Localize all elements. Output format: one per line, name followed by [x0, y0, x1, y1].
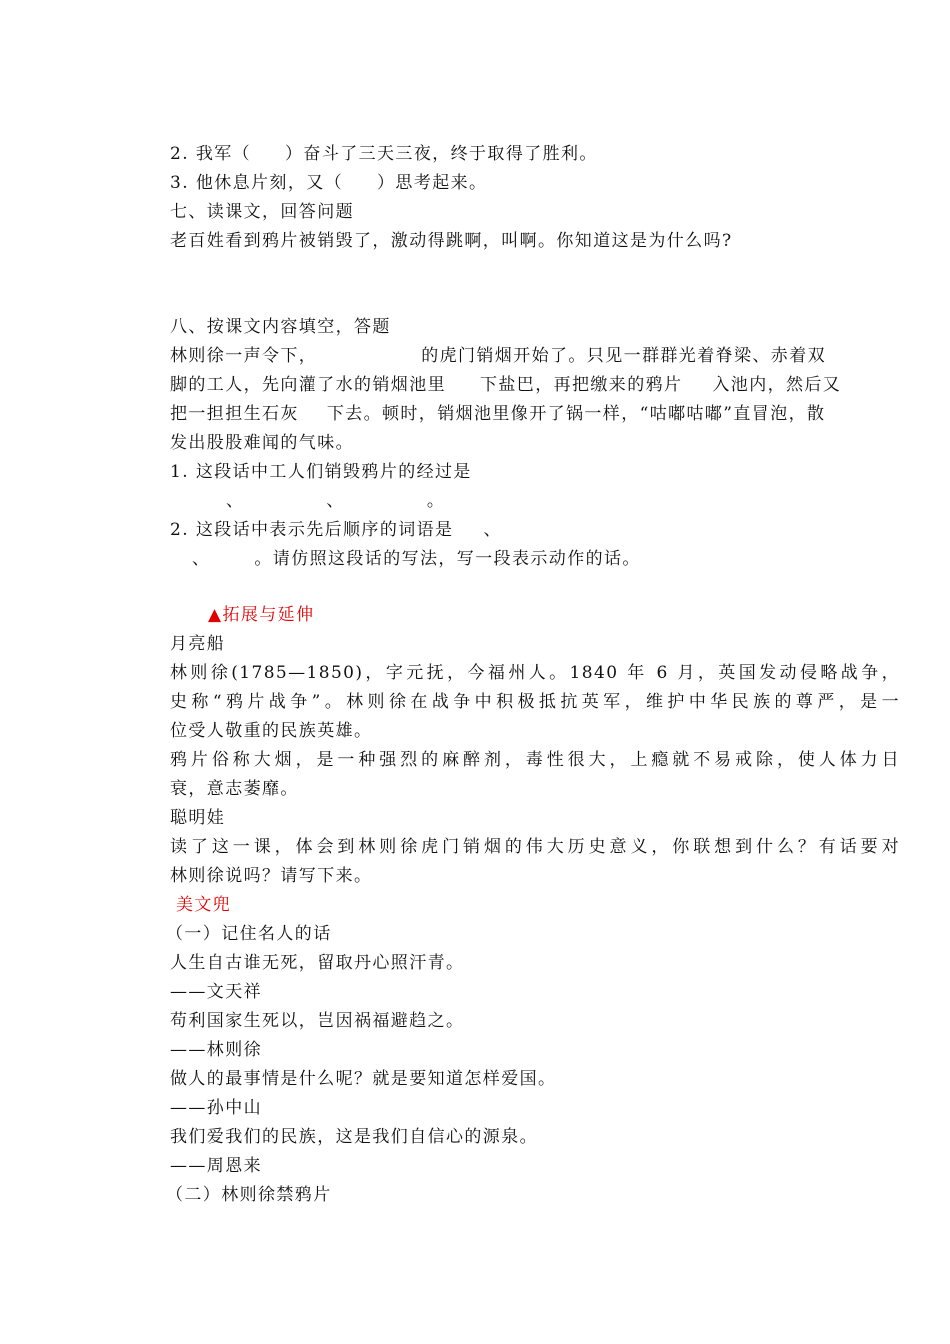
author-3: ——孙中山 [170, 1098, 262, 1118]
quote-3: 做人的最事情是什么呢？就是要知道怎样爱国。 [170, 1069, 557, 1089]
extension-heading: ▲拓展与延伸 [208, 605, 315, 625]
exercise-8-heading: 八、按课文内容填空，答题 [170, 317, 391, 337]
author-1: ——文天祥 [170, 982, 262, 1002]
item-3-before: 3. 他休息片刻，又（ [170, 173, 344, 193]
opium-line-2: 衰，意志萎靡。 [170, 779, 299, 799]
item-2-after: ）奋斗了三天三夜，终于取得了胜利。 [285, 144, 598, 164]
passage-line-3: 把一担担生石灰 下去。顿时，销烟池里像开了锅一样，“咕嘟咕嘟”直冒泡，散 [170, 404, 826, 424]
question-2-cont: 、 。请仿照这段话的写法，写一段表示动作的话。 [192, 549, 641, 569]
quote-2: 苟利国家生死以，岂因祸福避趋之。 [170, 1011, 465, 1031]
item-3-after: ）思考起来。 [377, 173, 488, 193]
author-2: ——林则徐 [170, 1040, 262, 1060]
beautiful-text-title: 美文兜 [176, 895, 232, 915]
task-line-2: 林则徐说吗？请写下来。 [170, 866, 373, 886]
smart-kid-title: 聪明娃 [170, 808, 226, 828]
section-1-heading: （一）记住名人的话 [166, 924, 332, 944]
passage-line-1: 林则徐一声令下， 的虎门销烟开始了。只见一群群光着脊梁、赤着双 [170, 346, 827, 366]
bio-line-3: 位受人敬重的民族英雄。 [170, 721, 373, 741]
exercise-7-question: 老百姓看到鸦片被销毁了，激动得跳啊，叫啊。你知道这是为什么吗? [170, 231, 733, 251]
opium-line-1: 鸦片俗称大烟，是一种强烈的麻醉剂，毒性很大，上瘾就不易戒除，使人体力日 [170, 750, 900, 770]
passage-line-4: 发出股股难闻的气味。 [170, 433, 354, 453]
question-1-blanks: 、 、 。 [226, 491, 446, 511]
passage-line-2: 脚的工人，先向灌了水的销烟池里 下盐巴，再把缴来的鸦片 入池内，然后又 [170, 375, 842, 395]
bio-line-2: 史称“鸦片战争”。林则徐在战争中积极抵抗英军，维护中华民族的尊严，是一 [170, 692, 900, 712]
item-2-before: 2. 我军（ [170, 144, 252, 164]
fill-blank-item-3 [170, 171, 900, 195]
question-1: 1. 这段话中工人们销毁鸦片的经过是 [170, 462, 472, 482]
quote-1: 人生自古谁无死，留取丹心照汗青。 [170, 953, 465, 973]
section-2-heading: （二）林则徐禁鸦片 [166, 1185, 332, 1205]
bio-line-1: 林则徐(1785—1850)，字元抚，今福州人。1840 年 6 月，英国发动侵略战争， [170, 663, 900, 683]
author-4: ——周恩来 [170, 1156, 262, 1176]
quote-4: 我们爱我们的民族，这是我们自信心的源泉。 [170, 1127, 538, 1147]
question-2: 2. 这段话中表示先后顺序的词语是 、 [170, 520, 502, 540]
fill-blank-item-2 [170, 142, 900, 166]
task-line-1: 读了这一课，体会到林则徐虎门销烟的伟大历史意义，你联想到什么？有话要对 [170, 837, 900, 857]
moon-boat-title: 月亮船 [170, 634, 226, 654]
exercise-7-heading: 七、读课文，回答问题 [170, 202, 354, 222]
